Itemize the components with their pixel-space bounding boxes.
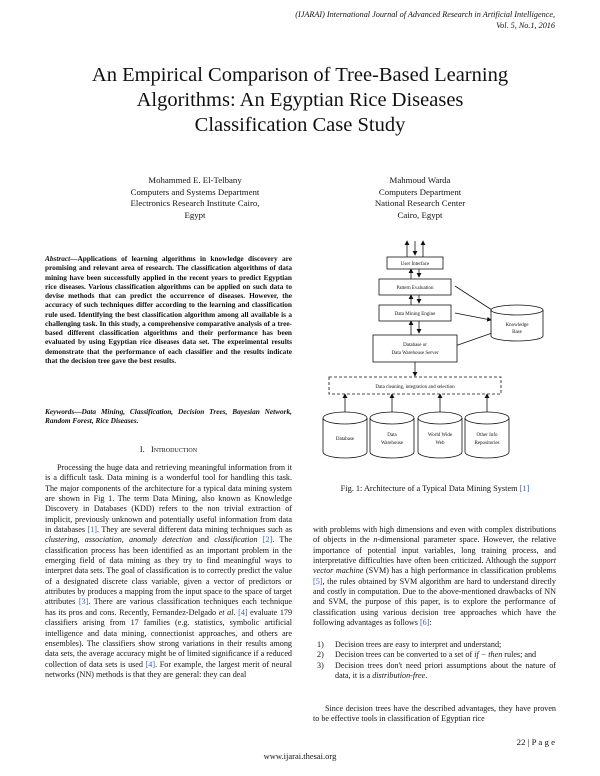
- server-label-1: Database or: [403, 343, 427, 348]
- ui-label: User Interface: [400, 262, 430, 267]
- footer-url[interactable]: www.ijarai.thesai.org: [263, 751, 337, 761]
- author-org: Electronics Research Institute Cairo,: [130, 198, 260, 208]
- author-name: Mahmoud Warda: [389, 175, 451, 185]
- server-label-2: Data Warehouse Server: [391, 351, 439, 356]
- author-block-2: [325, 175, 515, 221]
- architecture-figure: [315, 240, 560, 480]
- title-line: Classification Case Study: [194, 114, 406, 136]
- list-number: 2): [317, 650, 324, 660]
- text-run: Processing the huge data and retrieving meaningful information from it is a difficult task. Data mining is a wonderful tool for handling this task. The major components of the architecture for a typical data mining system are shown in Fig 1. The term Data Mining, also known as Knowledge Discovery in Databases (KDD) refers to the non trivial extraction of implicit, previously unknown and potentially useful information from data in databases: [45, 463, 292, 535]
- page-number: 22 | P a g e: [516, 737, 555, 747]
- journal-volume: Vol. 5, No.1, 2016: [496, 20, 555, 30]
- text-run: :: [429, 618, 432, 628]
- list-number: 3): [317, 660, 324, 670]
- text-run: (SVM) has a high performance in classification problems: [363, 566, 556, 576]
- text-run: Decision trees don't need priori assumptions about the nature of data, it is a: [335, 660, 556, 681]
- text-run: . The classification process has been identified as an important problem in the emerging field of data mining as they try to find meaningful ways to interpret data sets. The goal of classification is to correctly predict the value of a designated discrete class variable, given a vector of predictors or attributes by produces a mapping from the input space to the space of target attributes: [45, 535, 293, 607]
- list-number: 1): [317, 640, 324, 649]
- author-org: National Research Center: [374, 198, 466, 208]
- paper-title: [40, 63, 560, 138]
- author-name: Mohammed E. El-Telbany: [148, 175, 242, 185]
- citation-link[interactable]: [4]: [238, 607, 248, 617]
- author-country: Cairo, Egypt: [397, 209, 443, 220]
- database-cylinder: [323, 412, 367, 458]
- text-run: . For example, the largest merit of neural networks (NN) methods is that they are general: they can deal: [45, 659, 292, 679]
- text-run: with problems with high dimensions and even with complex distributions of objects in the: [313, 525, 556, 545]
- list-text: [335, 640, 501, 649]
- advantages-list: [313, 640, 556, 681]
- journal-name: (IJARAI) International Journal of Advanced Research in Artificial Intelligence,: [295, 10, 555, 19]
- citation-link[interactable]: [2]: [262, 535, 273, 545]
- author-dept: Computers Department: [378, 186, 462, 197]
- text-run: Decision trees are easy to interpret and understand;: [335, 640, 502, 649]
- caption-text: Fig. 1: Architecture of a Typical Data Mining System: [340, 484, 520, 493]
- text-run: .: [425, 671, 428, 681]
- abstract-text: —Applications of learning algorithms in knowledge discovery are promising and relevant area of research. The classification algorithms of data mining have been successfully applied in the recent years to predict Egyptian rice diseases. Various classification algorithms can be applied on such data to devise methods that can predict the occurrence of diseases. However, the accuracy of such techniques differ according to the learning and classification rule used. Identifying the best classification algorithm among all available is a challenging task. In this study, a comprehensive comparative analysis of a tree-based different classification algorithms and their performance has been evaluated by using Egyptian rice diseases data set. The experimental results demonstrate that the performance of each classifier and the results indicate that the decision tree gave the best results.: [45, 254, 292, 365]
- cleaning-label: Data cleaning, integration and selection: [375, 385, 455, 390]
- intro-paragraph-3: [313, 704, 556, 725]
- text-run: et al.: [218, 607, 236, 617]
- list-text: [335, 661, 556, 680]
- title-line: Algorithms: An Egyptian Rice Diseases: [136, 89, 464, 111]
- list-item: [313, 640, 556, 650]
- text-run: ,: [121, 535, 130, 545]
- abstract: [45, 254, 292, 365]
- title-line: An Empirical Comparison of Tree-Based Learning: [91, 64, 509, 86]
- architecture-diagram: [315, 240, 560, 475]
- citation-link[interactable]: [5]: [313, 576, 323, 586]
- pattern-label: Pattern Evaluation: [396, 286, 434, 291]
- source-label: Warehouse: [380, 441, 404, 446]
- citation-link[interactable]: [1]: [519, 484, 530, 493]
- text-run: classification: [214, 535, 258, 545]
- list-item: [313, 650, 556, 660]
- text-run: clustering: [45, 535, 78, 545]
- text-run: and: [192, 535, 215, 545]
- text-run: Since decision trees have the described advantages, they have proven to be effective tools in classification of Egyptian rice: [313, 704, 556, 724]
- intro-paragraph-2: [313, 525, 556, 628]
- source-label: Database: [335, 437, 355, 442]
- citation-link[interactable]: [3]: [78, 597, 89, 607]
- citation-link[interactable]: [1]: [87, 525, 97, 535]
- warehouse-server-box: [373, 335, 457, 362]
- figure-caption: [300, 484, 570, 493]
- source-label: Data: [387, 433, 397, 438]
- text-run: distribution-free: [372, 671, 426, 681]
- text-run: . They are several different data mining techniques such as: [96, 525, 292, 535]
- source-label: Repositories: [474, 441, 500, 446]
- intro-paragraph-1: [45, 463, 292, 680]
- author-dept: Computers and Systems Department: [130, 186, 260, 197]
- text-run: rules; and: [502, 650, 537, 660]
- author-block-1: [100, 175, 290, 221]
- citation-link[interactable]: [6]: [419, 618, 430, 628]
- text-run: association: [84, 535, 122, 545]
- section-number: I.: [139, 445, 145, 454]
- text-run: , the rules obtained by SVM algorithm are hard to understand directly and costly in computation. Due to the above-mentioned drawbacks of NN and SVM, the purpose of this paper, is to explore the performance of classification using various decision tree approaches which have the following advantages as follows: [313, 576, 556, 628]
- list-text: [335, 650, 536, 659]
- text-run: -dimensional parameter space. However, the relative importance of potential input variables, long training process, and interpretative difficulties have often been criticized. Although the: [313, 535, 556, 566]
- citation-link[interactable]: [4]: [145, 659, 156, 669]
- section-heading: [45, 445, 292, 454]
- source-label: Other Info: [476, 433, 498, 438]
- text-run: anomaly detection: [129, 535, 193, 545]
- kb-label-2: Base: [512, 330, 522, 335]
- text-run: n: [373, 535, 378, 545]
- list-item: [313, 661, 556, 682]
- text-run: support vector machine: [313, 556, 556, 576]
- engine-label: Data Mining Engine: [394, 312, 436, 317]
- source-label: Web: [435, 441, 445, 446]
- section-title: Introduction: [150, 445, 198, 454]
- text-run: . There are various classification techniques each technique has its pros and cons. Recently, Fernandez-Delgado: [45, 597, 292, 617]
- text-run: evaluate 179 classifiers arising from 17 families (e.g. statistics, symbolic artificial intelligence and data mining, connectionist approaches, and others are ensembles). The classifiers show strong variations in their results among data sets, the average accuracy might be of limited significance if a reduced collection of data sets is used: [45, 607, 293, 669]
- text-run: if − then: [474, 650, 503, 660]
- text-run: ,: [77, 535, 85, 545]
- kb-label-1: Knowledge: [505, 323, 529, 328]
- keywords: Keywords—Data Mining, Classification, Decision Trees, Bayesian Network, Random Forest, Rice Diseases.: [45, 407, 292, 426]
- journal-header: [295, 10, 555, 31]
- author-country: Egypt: [184, 209, 206, 220]
- text-run: Decision trees can be converted to a set of: [335, 650, 475, 660]
- source-label: World Wide: [427, 433, 453, 438]
- abstract-label: Abstract: [45, 254, 71, 263]
